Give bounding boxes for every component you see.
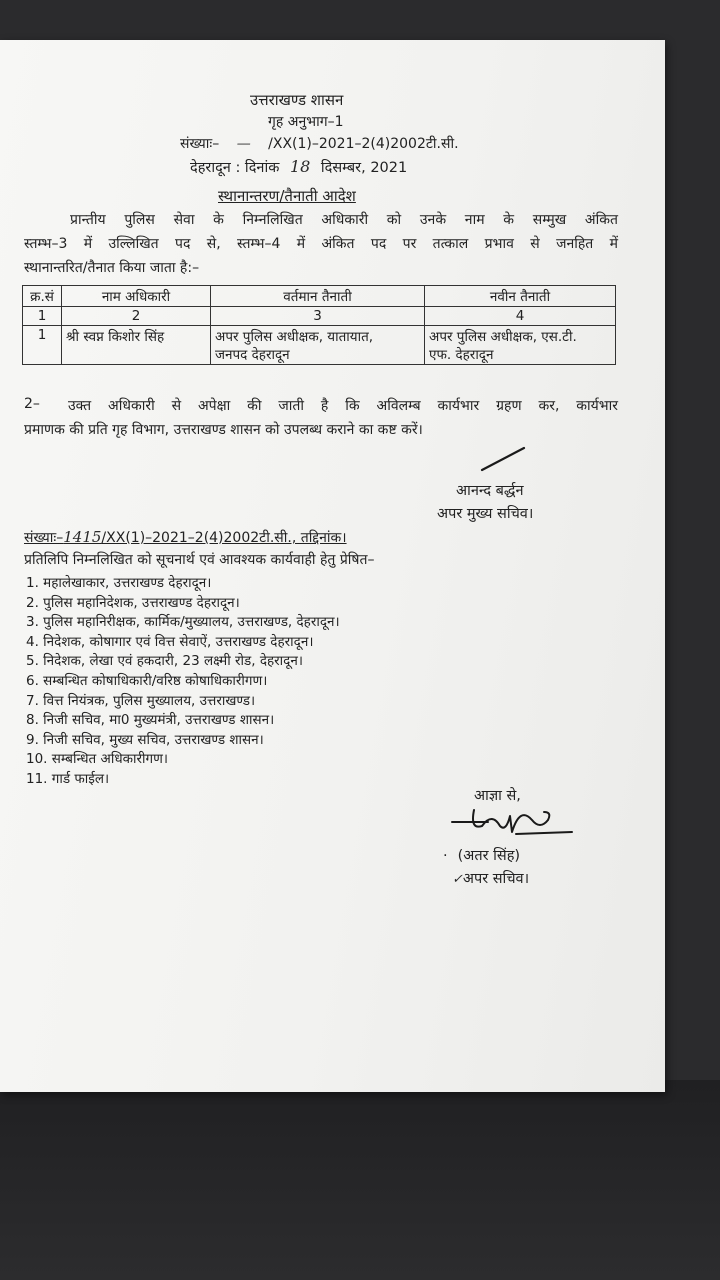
list-item: 7. वित्त नियंत्रक, पुलिस मुख्यालय, उत्तराखण्ड। [26,692,256,709]
place-date [190,157,407,177]
para2-number: 2– [24,396,40,412]
signatory2-name [443,845,520,865]
header-current-posting: वर्तमान तैनाती [211,286,425,307]
para1-line2: स्तम्भ–3 में उल्लिखित पद से, स्तम्भ–4 में अंकित पद पर तत्काल प्रभाव से जनहित में [24,236,618,252]
current-posting-line1: अपर पुलिस अधीक्षक, यातायात, [215,329,374,345]
transfer-table [22,285,616,365]
list-item: 6. सम्बन्धित कोषाधिकारी/वरिष्ठ कोषाधिकारीगण। [26,672,268,689]
table-header-row [23,286,616,307]
signatory1-name: आनन्द बर्द्धन [456,483,524,499]
copy-number-label: संख्याः– [24,530,64,546]
list-item: 11. गार्ड फाईल। [26,770,110,787]
list-item: 4. निदेशक, कोषागार एवं वित्त सेवाऐं, उत्तराखण्ड देहरादून। [26,633,314,650]
copy-reference-number [24,528,347,547]
current-posting-line2: जनपद देहरादून [215,347,290,363]
list-item: 3. पुलिस महानिरीक्षक, कार्मिक/मुख्यालय, उत्तराखण्ड, देहरादून। [26,614,340,631]
copy-recipient-list [26,573,340,789]
para2-line2: प्रमाणक की प्रति गृह विभाग, उत्तराखण्ड शासन को उपलब्ध कराने का कष्ट करें। [24,422,423,438]
new-posting-line2: एफ. देहरादून [429,347,494,363]
government-title: उत्तराखण्ड शासन [250,91,344,109]
para1-line3: स्थानान्तरित/तैनात किया जाता है:– [24,260,200,276]
para2-line1: उक्त अधिकारी से अपेक्षा की जाती है कि अविलम्ब कार्यभार ग्रहण कर, कार्यभार [68,398,618,414]
header-name: नाम अधिकारी [62,286,211,307]
number-suffix: /XX(1)–2021–2(4)2002टी.सी. [268,136,459,152]
header-sno: क्र.सं [23,286,62,307]
background-surface [0,1080,720,1280]
col-number-4: 4 [425,307,616,326]
signature-stroke-2 [448,802,578,842]
document-page [0,40,665,1092]
signatory2-designation-text: अपर सचिव। [462,871,530,887]
signatory2-name-text: (अतर सिंह) [457,848,521,864]
handwritten-copy-number: 1415 [63,528,102,546]
para1-line1: प्रान्तीय पुलिस सेवा के निम्नलिखित अधिकारी को उनके नाम के सम्मुख अंकित [70,212,618,228]
section-title: गृह अनुभाग–1 [268,114,344,130]
col-number-2: 2 [62,307,211,326]
signatory-dot: · [443,848,448,864]
list-item: 10. सम्बन्धित अधिकारीगण। [26,751,168,768]
number-label: संख्याः– [180,136,220,152]
table-column-number-row [23,307,616,326]
copy-number-suffix: /XX(1)–2021–2(4)2002टी.सी., तद्दिनांक। [101,530,347,546]
copy-intro: प्रतिलिपि निम्नलिखित को सूचनार्थ एवं आवश्यक कार्यवाही हेतु प्रेषित– [24,552,375,568]
row-sno: 1 [23,326,62,365]
row-current-posting [211,326,425,365]
list-item: 5. निदेशक, लेखा एवं हकदारी, 23 लक्ष्मी रोड, देहरादून। [26,653,303,670]
place-date-label: देहरादून : दिनांक [190,160,280,176]
handwritten-dash: — [236,136,251,152]
handwritten-tick: ✓ [452,872,463,887]
handwritten-date-day: 18 [289,157,311,176]
table-row [23,326,616,365]
by-order-text: आज्ञा से, [474,788,521,804]
list-item: 2. पुलिस महानिदेशक, उत्तराखण्ड देहरादून। [26,594,240,611]
row-officer-name: श्री स्वप्न किशोर सिंह [62,326,211,365]
signatory2-designation [452,868,529,888]
list-item: 8. निजी सचिव, मा0 मुख्यमंत्री, उत्तराखण्ड शासन। [26,712,275,729]
list-item: 1. महालेखाकार, उत्तराखण्ड देहरादून। [26,575,212,591]
signatory1-designation: अपर मुख्य सचिव। [437,506,534,522]
row-new-posting [425,326,616,365]
reference-number [180,134,459,153]
col-number-1: 1 [23,307,62,326]
col-number-3: 3 [211,307,425,326]
date-month-year: दिसम्बर, 2021 [320,160,408,176]
new-posting-line1: अपर पुलिस अधीक्षक, एस.टी. [429,329,577,345]
order-title: स्थानान्तरण/तैनाती आदेश [218,187,356,205]
header-new-posting: नवीन तैनाती [425,286,616,307]
signature-stroke-1 [478,444,528,474]
list-item: 9. निजी सचिव, मुख्य सचिव, उत्तराखण्ड शासन। [26,731,264,748]
